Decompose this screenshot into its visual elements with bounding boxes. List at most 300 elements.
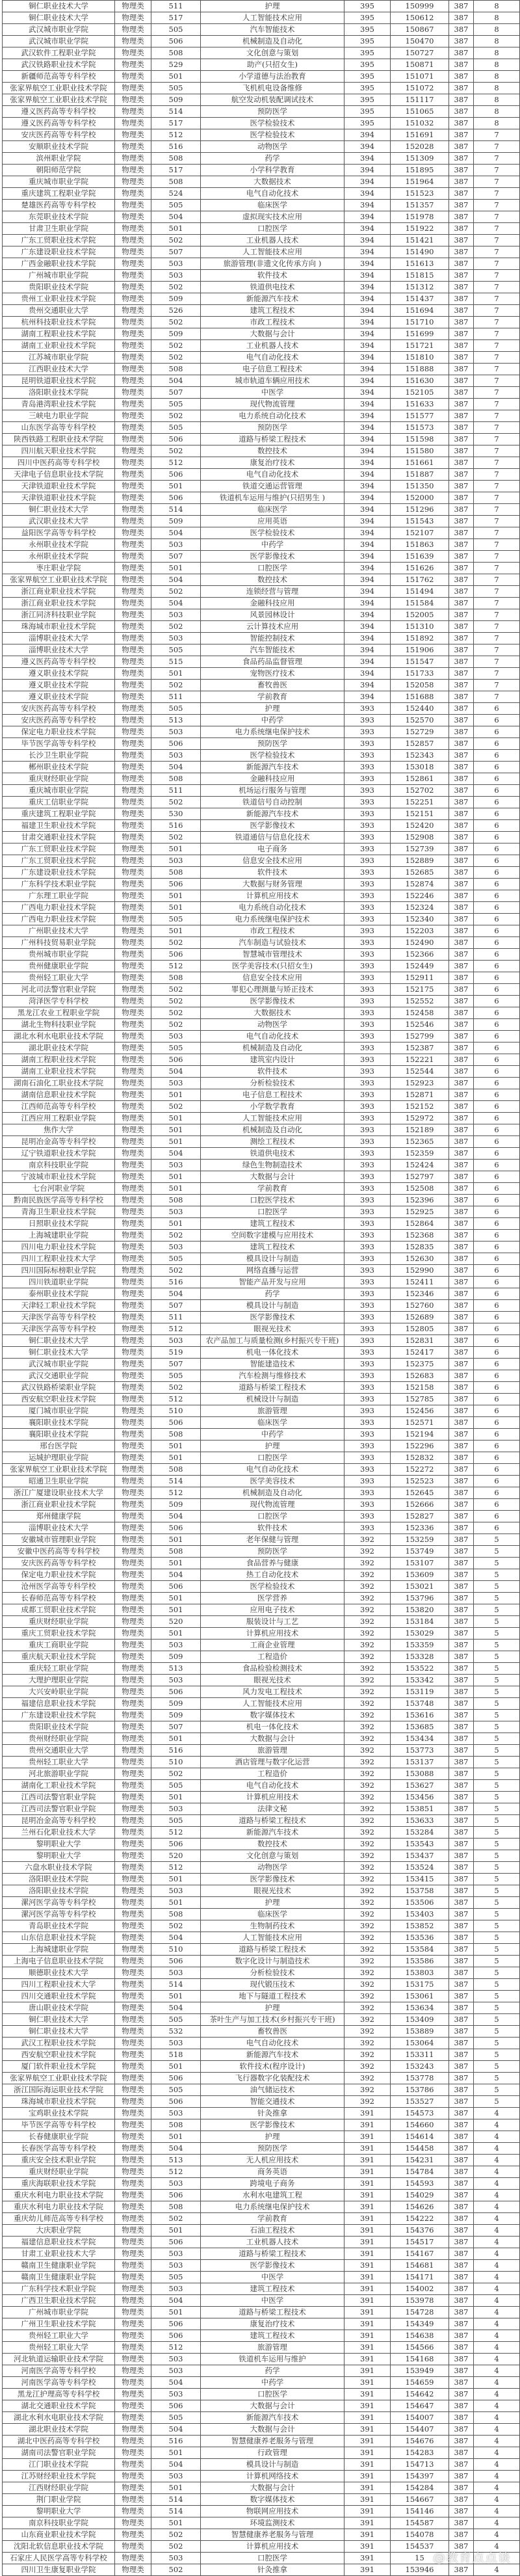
major-group-code-cell: 502: [151, 797, 201, 808]
subject-category-cell: 物理类: [115, 1323, 151, 1335]
table-row: [3, 598, 520, 609]
control-line-cell: 387: [449, 1885, 474, 1897]
min-score-cell: 394: [344, 621, 391, 633]
school-name-cell: 洛阳职业技术学院: [3, 387, 115, 399]
major-name-cell: 预防医学: [201, 738, 344, 750]
major-name-cell: 汽车智能技术: [201, 644, 344, 656]
subject-category-cell: 物理类: [115, 2225, 151, 2237]
min-rank-cell: 152805: [391, 1323, 449, 1335]
table-row: [3, 340, 520, 352]
major-group-code-cell: 509: [151, 293, 201, 305]
min-score-cell: 393: [344, 750, 391, 762]
control-line-cell: 387: [449, 200, 474, 211]
control-line-cell: 387: [449, 797, 474, 808]
major-group-code-cell: 510: [151, 1757, 201, 1768]
school-name-cell: 张家界航空工业职业技术学院: [3, 94, 115, 106]
control-line-cell: 387: [449, 364, 474, 375]
min-score-cell: 391: [344, 2307, 391, 2318]
school-name-cell: 郴州职业技术学院: [3, 762, 115, 773]
table-row: [3, 1792, 520, 1803]
major-group-code-cell: 501: [151, 481, 201, 492]
control-line-cell: 387: [449, 1148, 474, 1160]
control-line-cell: 387: [449, 843, 474, 855]
major-group-code-cell: 516: [151, 1745, 201, 1757]
table-row: [3, 1827, 520, 1839]
major-group-code-cell: 502: [151, 2213, 201, 2225]
major-group-code-cell: 503: [151, 1967, 201, 1979]
score-above-line-cell: 5: [474, 1792, 520, 1803]
control-line-cell: 387: [449, 2190, 474, 2201]
major-name-cell: 电气自动化技术: [201, 1464, 344, 1476]
min-score-cell: 391: [344, 2213, 391, 2225]
subject-category-cell: 物理类: [115, 2248, 151, 2260]
control-line-cell: 387: [449, 141, 474, 153]
major-group-code-cell: 501: [151, 1452, 201, 1464]
score-above-line-cell: 6: [474, 1476, 520, 1487]
subject-category-cell: 物理类: [115, 1920, 151, 1932]
min-score-cell: 395: [344, 106, 391, 118]
score-above-line-cell: 6: [474, 1089, 520, 1101]
major-group-code-cell: 503: [151, 1206, 201, 1218]
min-score-cell: 391: [344, 2412, 391, 2424]
subject-category-cell: 物理类: [115, 2178, 151, 2190]
school-name-cell: 广东工贸职业技术学院: [3, 235, 115, 246]
min-score-cell: 392: [344, 1780, 391, 1792]
major-name-cell: 市政工程技术: [201, 317, 344, 328]
major-group-code-cell: 506: [151, 2237, 201, 2248]
table-row: [3, 961, 520, 972]
subject-category-cell: 物理类: [115, 1007, 151, 1019]
min-score-cell: 392: [344, 2014, 391, 2026]
min-rank-cell: 152221: [391, 1054, 449, 1066]
control-line-cell: 387: [449, 586, 474, 598]
major-group-code-cell: 505: [151, 2412, 201, 2424]
control-line-cell: 387: [449, 1499, 474, 1511]
min-rank-cell: 152571: [391, 1417, 449, 1429]
min-score-cell: 394: [344, 141, 391, 153]
subject-category-cell: 物理类: [115, 153, 151, 165]
table-row: [3, 1, 520, 12]
major-name-cell: 农产品加工与质量检测(乡村振兴专干班): [201, 1335, 344, 1347]
major-name-cell: 法律文秘: [201, 1803, 344, 1815]
score-above-line-cell: 7: [474, 235, 520, 246]
score-above-line-cell: 4: [474, 2330, 520, 2342]
score-above-line-cell: 4: [474, 2412, 520, 2424]
control-line-cell: 387: [449, 1054, 474, 1066]
subject-category-cell: 物理类: [115, 925, 151, 937]
major-group-code-cell: 502: [151, 445, 201, 457]
min-rank-cell: 15: [391, 2553, 449, 2564]
min-score-cell: 392: [344, 1944, 391, 1956]
subject-category-cell: 物理类: [115, 1265, 151, 1277]
school-name-cell: 沈阳北软信息职业技术学院: [3, 2541, 115, 2553]
table-row: [3, 703, 520, 715]
major-group-code-cell: 503: [151, 2283, 201, 2295]
min-score-cell: 393: [344, 1464, 391, 1476]
school-name-cell: 张家界航空工业职业技术学院: [3, 83, 115, 94]
table-row: [3, 223, 520, 235]
control-line-cell: 387: [449, 434, 474, 445]
school-name-cell: 广西卫生职业技术学院: [3, 2295, 115, 2307]
min-score-cell: 391: [344, 2108, 391, 2119]
table-row: [3, 1897, 520, 1909]
subject-category-cell: 物理类: [115, 1604, 151, 1616]
min-score-cell: 393: [344, 726, 391, 738]
min-score-cell: 391: [344, 2424, 391, 2436]
min-score-cell: 394: [344, 633, 391, 644]
school-name-cell: 广东建设职业技术学院: [3, 867, 115, 879]
table-row: [3, 504, 520, 516]
major-group-code-cell: 513: [151, 715, 201, 726]
major-group-code-cell: 503: [151, 1640, 201, 1651]
control-line-cell: 387: [449, 1721, 474, 1733]
major-name-cell: 文化创意与策划: [201, 47, 344, 59]
min-score-cell: 393: [344, 1007, 391, 1019]
min-score-cell: 393: [344, 1441, 391, 1452]
control-line-cell: 387: [449, 258, 474, 270]
major-name-cell: 应用英语: [201, 516, 344, 527]
table-row: [3, 2084, 520, 2096]
subject-category-cell: 物理类: [115, 961, 151, 972]
score-above-line-cell: 4: [474, 2318, 520, 2330]
major-group-code-cell: 512: [151, 1827, 201, 1839]
major-name-cell: 测绘工程技术: [201, 1136, 344, 1148]
min-score-cell: 395: [344, 59, 391, 71]
table-row: [3, 176, 520, 188]
min-rank-cell: 152366: [391, 949, 449, 961]
min-rank-cell: 150867: [391, 24, 449, 36]
score-above-line-cell: 6: [474, 1405, 520, 1417]
score-above-line-cell: 5: [474, 1640, 520, 1651]
score-above-line-cell: 6: [474, 1499, 520, 1511]
major-name-cell: 眼视光技术: [201, 1323, 344, 1335]
major-name-cell: 机电一体化技术: [201, 1721, 344, 1733]
score-above-line-cell: 4: [474, 2213, 520, 2225]
table-row: [3, 83, 520, 94]
min-score-cell: 393: [344, 1183, 391, 1195]
min-rank-cell: 153434: [391, 1733, 449, 1745]
score-above-line-cell: 6: [474, 738, 520, 750]
major-group-code-cell: 512: [151, 1487, 201, 1499]
school-name-cell: 菏泽医学专科学校: [3, 996, 115, 1007]
major-group-code-cell: 512: [151, 2342, 201, 2354]
major-group-code-cell: 504: [151, 2143, 201, 2155]
min-score-cell: 393: [344, 1487, 391, 1499]
subject-category-cell: 物理类: [115, 1874, 151, 1885]
control-line-cell: 387: [449, 1171, 474, 1183]
subject-category-cell: 物理类: [115, 305, 151, 317]
school-name-cell: 贵阳职业技术学院: [3, 1721, 115, 1733]
major-name-cell: 医学影像技术: [201, 1874, 344, 1885]
min-rank-cell: 152508: [391, 1183, 449, 1195]
min-rank-cell: 153342: [391, 1675, 449, 1686]
control-line-cell: 387: [449, 680, 474, 691]
major-name-cell: 医学检验技术: [201, 118, 344, 129]
score-above-line-cell: 6: [474, 1300, 520, 1312]
min-score-cell: 391: [344, 2553, 391, 2564]
min-score-cell: 392: [344, 1792, 391, 1803]
control-line-cell: 387: [449, 2529, 474, 2541]
table-row: [3, 2061, 520, 2073]
min-score-cell: 392: [344, 1546, 391, 1558]
min-score-cell: 391: [344, 2248, 391, 2260]
min-rank-cell: 152831: [391, 1335, 449, 1347]
major-group-code-cell: 506: [151, 1054, 201, 1066]
major-group-code-cell: 508: [151, 1546, 201, 1558]
major-name-cell: 电力系统自动化技术: [201, 410, 344, 422]
school-name-cell: 广西电力职业技术学院: [3, 902, 115, 914]
table-row: [3, 1323, 520, 1335]
major-name-cell: 物联网应用技术: [201, 2506, 344, 2517]
score-above-line-cell: 6: [474, 1265, 520, 1277]
min-score-cell: 392: [344, 1733, 391, 1745]
major-name-cell: 水利水电建筑工程: [201, 2190, 344, 2201]
major-name-cell: 模具设计与制造: [201, 1253, 344, 1265]
subject-category-cell: 物理类: [115, 24, 151, 36]
table-row: [3, 855, 520, 867]
subject-category-cell: 物理类: [115, 445, 151, 457]
score-above-line-cell: 4: [474, 2482, 520, 2494]
control-line-cell: 387: [449, 1476, 474, 1487]
major-name-cell: 建筑工程技术: [201, 1242, 344, 1253]
score-above-line-cell: 6: [474, 1522, 520, 1534]
min-score-cell: 394: [344, 434, 391, 445]
min-rank-cell: 154284: [391, 2482, 449, 2494]
min-rank-cell: 151892: [391, 633, 449, 644]
min-score-cell: 394: [344, 691, 391, 703]
min-rank-cell: 151694: [391, 305, 449, 317]
score-above-line-cell: 7: [474, 352, 520, 364]
school-name-cell: 浙江商业职业技术学院: [3, 598, 115, 609]
min-rank-cell: 153311: [391, 2049, 449, 2061]
min-rank-cell: 152324: [391, 902, 449, 914]
score-above-line-cell: 7: [474, 539, 520, 551]
major-group-code-cell: 506: [151, 2096, 201, 2108]
table-row: [3, 902, 520, 914]
major-group-code-cell: 502: [151, 2564, 201, 2576]
control-line-cell: 387: [449, 2482, 474, 2494]
min-score-cell: 392: [344, 1979, 391, 1991]
score-above-line-cell: 6: [474, 762, 520, 773]
control-line-cell: 387: [449, 1124, 474, 1136]
min-rank-cell: 152359: [391, 1148, 449, 1160]
subject-category-cell: 物理类: [115, 1476, 151, 1487]
major-group-code-cell: 502: [151, 996, 201, 1007]
major-name-cell: 道路与桥梁工程技术: [201, 1382, 344, 1394]
major-name-cell: 铁道供电技术: [201, 282, 344, 293]
score-above-line-cell: 6: [474, 937, 520, 949]
subject-category-cell: 物理类: [115, 855, 151, 867]
table-row: [3, 2377, 520, 2389]
score-above-line-cell: 5: [474, 1757, 520, 1768]
table-row: [3, 644, 520, 656]
major-group-code-cell: 517: [151, 165, 201, 176]
major-group-code-cell: 520: [151, 1616, 201, 1628]
school-name-cell: 广州职业技术大学: [3, 925, 115, 937]
table-row: [3, 118, 520, 129]
subject-category-cell: 物理类: [115, 2108, 151, 2119]
major-name-cell: 铁道供电技术: [201, 1148, 344, 1160]
score-above-line-cell: 7: [474, 188, 520, 200]
min-score-cell: 393: [344, 738, 391, 750]
min-score-cell: 394: [344, 176, 391, 188]
min-score-cell: 393: [344, 808, 391, 820]
score-above-line-cell: 6: [474, 984, 520, 996]
subject-category-cell: 物理类: [115, 2201, 151, 2213]
subject-category-cell: 物理类: [115, 703, 151, 715]
min-score-cell: 391: [344, 2400, 391, 2412]
major-name-cell: 铁道交通运营管理: [201, 481, 344, 492]
table-row: [3, 106, 520, 118]
table-row: [3, 2529, 520, 2541]
subject-category-cell: 物理类: [115, 106, 151, 118]
min-score-cell: 393: [344, 1148, 391, 1160]
school-name-cell: 唐山职业技术学院: [3, 2002, 115, 2014]
major-name-cell: 电力系统自动化技术: [201, 902, 344, 914]
min-score-cell: 393: [344, 1160, 391, 1171]
control-line-cell: 387: [449, 668, 474, 680]
score-above-line-cell: 4: [474, 2447, 520, 2459]
score-above-line-cell: 6: [474, 1206, 520, 1218]
school-name-cell: 浙江广厦建设职业技术大学: [3, 1487, 115, 1499]
school-name-cell: 天津铁道职业技术学院: [3, 481, 115, 492]
major-name-cell: 软件技术(程序设计): [201, 2061, 344, 2073]
table-row: [3, 1932, 520, 1944]
control-line-cell: 387: [449, 902, 474, 914]
table-row: [3, 879, 520, 890]
min-rank-cell: 152440: [391, 703, 449, 715]
school-name-cell: 三峡电力职业学院: [3, 410, 115, 422]
major-name-cell: 医学影像技术: [201, 2260, 344, 2272]
table-row: [3, 1347, 520, 1359]
major-name-cell: 口腔医学技术: [201, 1195, 344, 1206]
min-score-cell: 393: [344, 1124, 391, 1136]
min-rank-cell: 151810: [391, 352, 449, 364]
min-score-cell: 393: [344, 820, 391, 832]
table-row: [3, 328, 520, 340]
control-line-cell: 387: [449, 176, 474, 188]
major-group-code-cell: 501: [151, 1441, 201, 1452]
min-rank-cell: 153175: [391, 1979, 449, 1991]
major-name-cell: 电力系统继电保护技术: [201, 726, 344, 738]
min-rank-cell: 151863: [391, 539, 449, 551]
min-score-cell: 393: [344, 1218, 391, 1230]
score-above-line-cell: 7: [474, 434, 520, 445]
min-score-cell: 392: [344, 2049, 391, 2061]
major-name-cell: 电子商务: [201, 843, 344, 855]
major-group-code-cell: 502: [151, 1230, 201, 1242]
subject-category-cell: 物理类: [115, 820, 151, 832]
school-name-cell: 淄博职业技术大学: [3, 633, 115, 644]
school-name-cell: 上海城建职业学院: [3, 1230, 115, 1242]
school-name-cell: 贵州城市职业学院: [3, 949, 115, 961]
subject-category-cell: 物理类: [115, 83, 151, 94]
min-rank-cell: 151494: [391, 586, 449, 598]
min-score-cell: 391: [344, 2225, 391, 2237]
table-row: [3, 1312, 520, 1323]
major-group-code-cell: 511: [151, 785, 201, 797]
major-group-code-cell: 501: [151, 1874, 201, 1885]
major-group-code-cell: 511: [151, 691, 201, 703]
min-rank-cell: 151523: [391, 188, 449, 200]
major-name-cell: 医学影像技术: [201, 820, 344, 832]
table-row: [3, 586, 520, 598]
major-name-cell: 动物医学: [201, 141, 344, 153]
subject-category-cell: 物理类: [115, 2143, 151, 2155]
min-rank-cell: 152729: [391, 726, 449, 738]
table-row: [3, 738, 520, 750]
major-group-code-cell: 506: [151, 469, 201, 481]
subject-category-cell: 物理类: [115, 1031, 151, 1042]
min-score-cell: 392: [344, 2073, 391, 2084]
control-line-cell: 387: [449, 1405, 474, 1417]
control-line-cell: 387: [449, 1862, 474, 1874]
table-row: [3, 2260, 520, 2272]
min-score-cell: 392: [344, 1569, 391, 1581]
major-name-cell: 城市轨道车辆应用技术: [201, 375, 344, 387]
school-name-cell: 铜仁职业技术大学: [3, 12, 115, 24]
subject-category-cell: 物理类: [115, 551, 151, 563]
table-row: [3, 949, 520, 961]
school-name-cell: 黎明职业大学: [3, 2506, 115, 2517]
major-group-code-cell: 506: [151, 1581, 201, 1593]
min-score-cell: 393: [344, 1347, 391, 1359]
subject-category-cell: 物理类: [115, 1452, 151, 1464]
major-name-cell: 智慧城市管理技术: [201, 949, 344, 961]
score-above-line-cell: 7: [474, 340, 520, 352]
major-group-code-cell: 510: [151, 1405, 201, 1417]
score-above-line-cell: 4: [474, 2131, 520, 2143]
min-score-cell: 393: [344, 832, 391, 843]
control-line-cell: 387: [449, 1089, 474, 1101]
major-group-code-cell: 503: [151, 1675, 201, 1686]
min-score-cell: 394: [344, 445, 391, 457]
major-group-code-cell: 506: [151, 2318, 201, 2330]
score-above-line-cell: 5: [474, 1593, 520, 1604]
min-score-cell: 394: [344, 188, 391, 200]
major-name-cell: 铁道机车运用与维护: [201, 2354, 344, 2365]
major-group-code-cell: 518: [151, 2049, 201, 2061]
table-row: [3, 797, 520, 808]
table-row: [3, 551, 520, 563]
control-line-cell: 387: [449, 1534, 474, 1546]
subject-category-cell: 物理类: [115, 1019, 151, 1031]
major-group-code-cell: 508: [151, 2119, 201, 2131]
control-line-cell: 387: [449, 2155, 474, 2166]
control-line-cell: 387: [449, 1839, 474, 1850]
subject-category-cell: 物理类: [115, 71, 151, 83]
major-group-code-cell: 526: [151, 305, 201, 317]
major-name-cell: 智能产品开发与应用: [201, 1277, 344, 1288]
table-row: [3, 1464, 520, 1476]
school-name-cell: 沧州医学高等专科学校: [3, 1581, 115, 1593]
school-name-cell: 昆明冶金高等专科学校: [3, 1136, 115, 1148]
table-row: [3, 609, 520, 621]
control-line-cell: 387: [449, 1686, 474, 1698]
min-score-cell: 395: [344, 83, 391, 94]
table-row: [3, 422, 520, 434]
min-score-cell: 393: [344, 1078, 391, 1089]
min-score-cell: 393: [344, 1370, 391, 1382]
major-group-code-cell: 510: [151, 1944, 201, 1956]
score-above-line-cell: 6: [474, 996, 520, 1007]
school-name-cell: 兰州石化职业技术大学: [3, 1827, 115, 1839]
score-above-line-cell: 8: [474, 24, 520, 36]
table-row: [3, 1335, 520, 1347]
min-rank-cell: 153543: [391, 1839, 449, 1850]
major-group-code-cell: 512: [151, 961, 201, 972]
min-rank-cell: 152343: [391, 750, 449, 762]
